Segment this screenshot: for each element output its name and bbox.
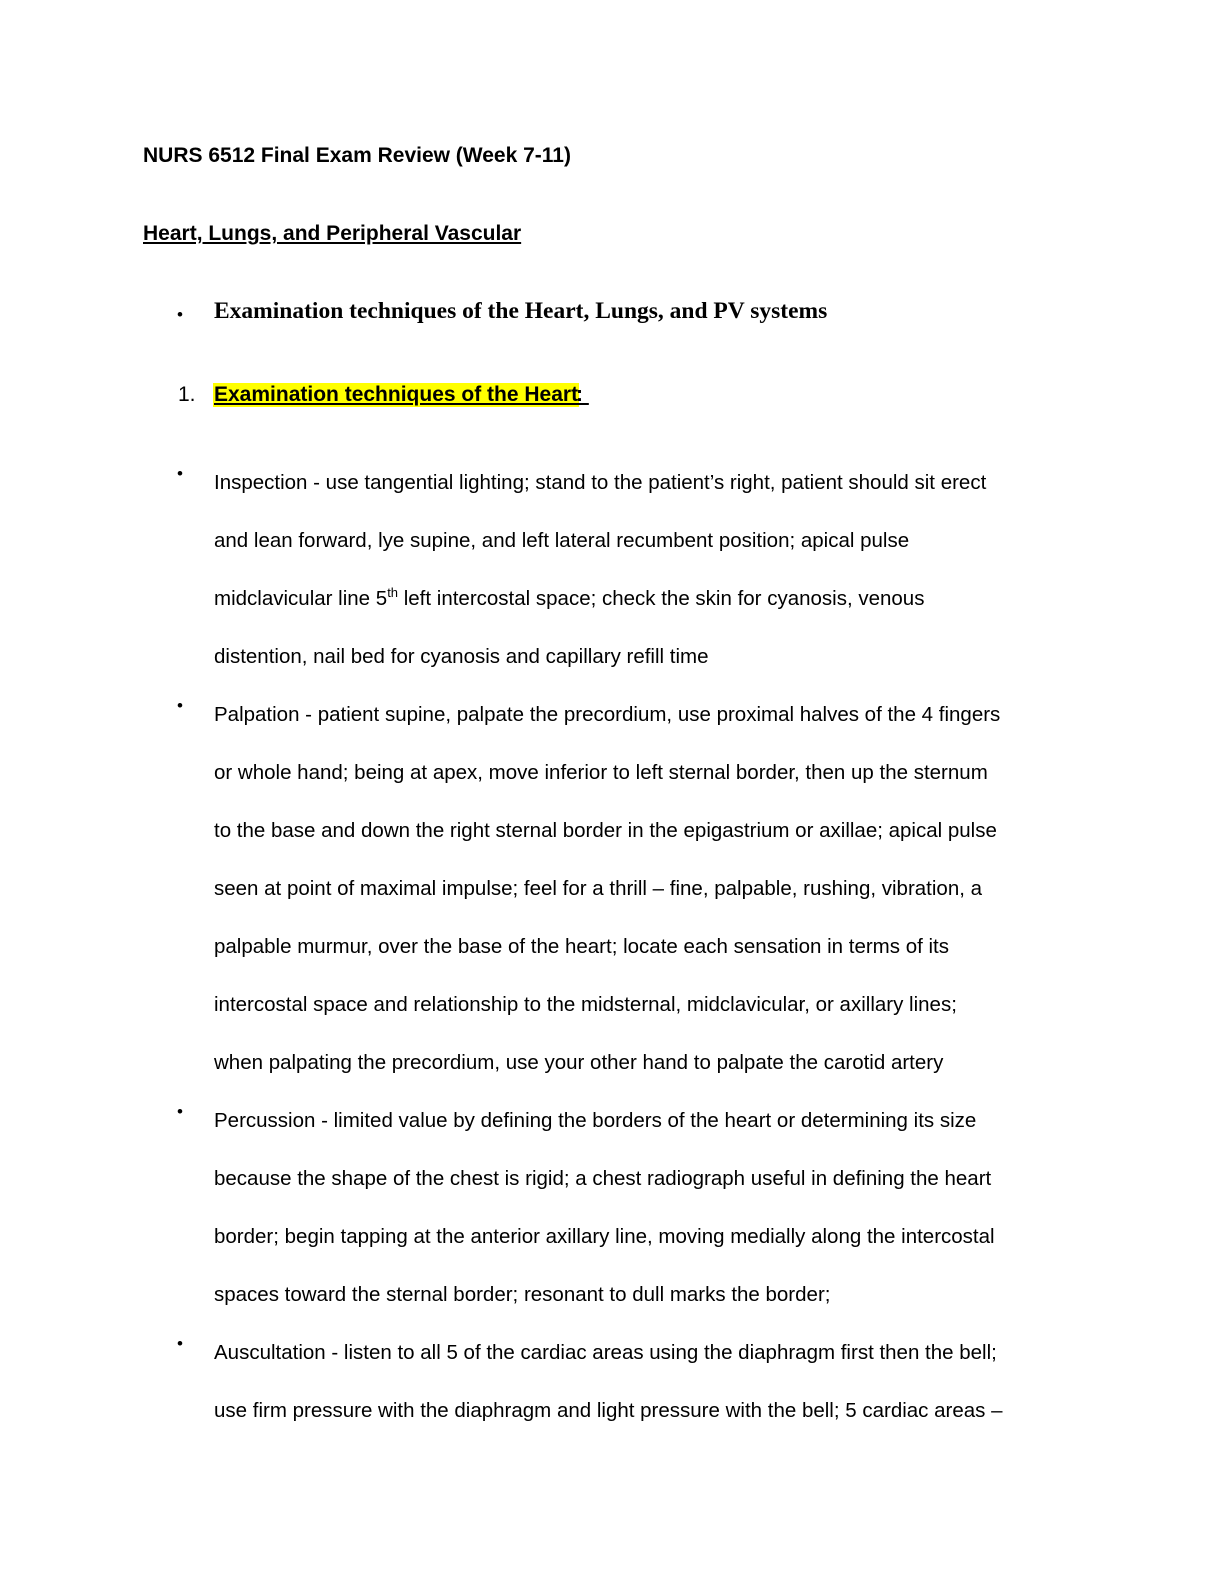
section-heading: Heart, Lungs, and Peripheral Vascular — [143, 222, 522, 245]
document-title: NURS 6512 Final Exam Review (Week 7-11) — [143, 144, 571, 167]
text-line-before-sup: midclavicular line 5 — [214, 587, 388, 610]
text-line: palpable murmur, over the base of the heart; locate each sensation in terms of its — [214, 935, 949, 958]
text-line: Palpation - patient supine, palpate the precordium, use proximal halves of the 4 fingers — [214, 703, 1001, 726]
highlighted-subheading: Examination techniques of the Heart — [214, 383, 579, 406]
text-line: Inspection - use tangential lighting; stand to the patient’s right, patient should sit erect — [214, 471, 987, 494]
bullet-icon: • — [177, 305, 183, 324]
text-line: when palpating the precordium, use your other hand to palpate the carotid artery — [214, 1051, 944, 1074]
list-item-text — [214, 1324, 1074, 1440]
text-line: distention, nail bed for cyanosis and capillary refill time — [214, 645, 709, 668]
bullet-icon: • — [177, 696, 183, 715]
bullet-icon: • — [177, 464, 183, 483]
text-line: because the shape of the chest is rigid; a chest radiograph useful in defining the heart — [214, 1167, 992, 1190]
text-line: spaces toward the sternal border; resonant to dull marks the border; — [214, 1283, 831, 1306]
bullet-icon: • — [177, 1334, 183, 1353]
list-item-text — [214, 686, 1074, 1092]
list-number: 1. — [178, 383, 196, 406]
list-item-text — [214, 1092, 1074, 1324]
text-line — [214, 570, 1074, 628]
text-line-after-sup: left intercostal space; check the skin for cyanosis, venous — [398, 587, 925, 610]
text-line: border; begin tapping at the anterior axillary line, moving medially along the intercostal — [214, 1225, 995, 1248]
top-bullet-item — [0, 298, 1224, 332]
ordinal-superscript: th — [387, 585, 399, 601]
text-line: to the base and down the right sternal border in the epigastrium or axillae; apical pulse — [214, 819, 997, 842]
top-bullet-text: Examination techniques of the Heart, Lungs, and PV systems — [214, 298, 828, 324]
text-line: Auscultation - listen to all 5 of the cardiac areas using the diaphragm first then the bell; — [214, 1341, 997, 1364]
text-line: intercostal space and relationship to the midsternal, midclavicular, or axillary lines; — [214, 993, 957, 1016]
text-line: use firm pressure with the diaphragm and light pressure with the bell; 5 cardiac areas – — [214, 1399, 1003, 1422]
text-line: seen at point of maximal impulse; feel for a thrill – fine, palpable, rushing, vibration, a — [214, 877, 983, 900]
text-line: Percussion - limited value by defining the borders of the heart or determining its size — [214, 1109, 977, 1132]
text-line: or whole hand; being at apex, move inferior to left sternal border, then up the sternum — [214, 761, 988, 784]
list-item-text — [214, 454, 1074, 686]
bullet-icon: • — [177, 1102, 183, 1121]
subheading-suffix: : — [576, 383, 589, 406]
numbered-item — [0, 383, 1224, 413]
text-line: and lean forward, lye supine, and left lateral recumbent position; apical pulse — [214, 529, 910, 552]
